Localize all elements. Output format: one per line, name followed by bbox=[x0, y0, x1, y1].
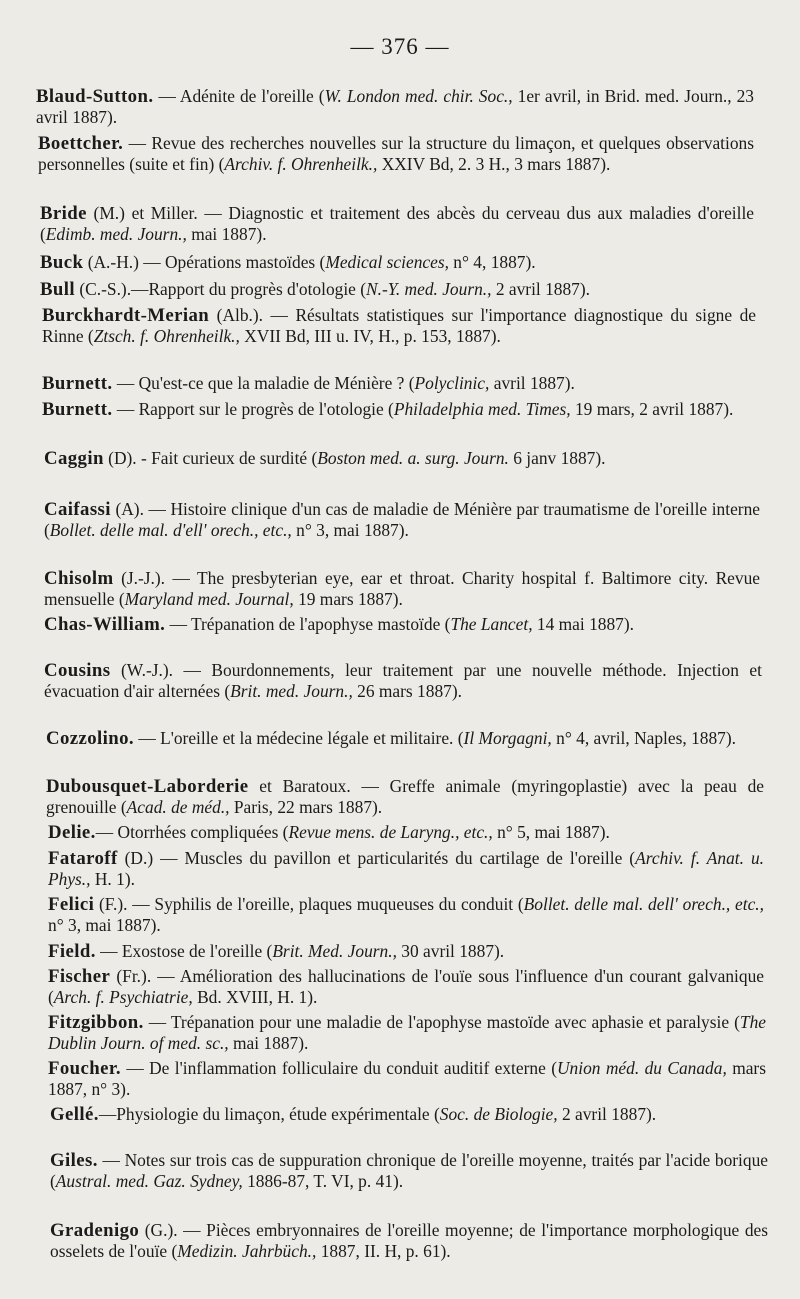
entry-text: (C.-S.).—Rapport du progrès d'otologie ( bbox=[75, 279, 367, 299]
entry-text: n° 5, mai 1887). bbox=[492, 822, 610, 842]
page-number: — 376 — bbox=[350, 34, 450, 59]
entry-author: Fitzgibbon. bbox=[48, 1012, 144, 1033]
entry-text: — Rapport sur le progrès de l'otologie ( bbox=[112, 399, 394, 419]
bibliography-entry bbox=[44, 660, 762, 701]
entry-text: H. 1). bbox=[90, 869, 135, 889]
entry-text: mars 1887, n° 3). bbox=[48, 1058, 766, 1099]
entry-text: Paris, 22 mars 1887). bbox=[229, 797, 383, 817]
entry-text: — De l'inflammation folliculaire du conduit auditif externe ( bbox=[120, 1058, 557, 1078]
bibliography-entry bbox=[48, 1012, 766, 1053]
entry-text: — Trépanation de l'apophyse mastoïde ( bbox=[165, 614, 451, 634]
entry-text: 1886-87, T. VI, p. 41). bbox=[242, 1171, 404, 1191]
entry-text: — Qu'est-ce que la maladie de Ménière ? ( bbox=[112, 373, 415, 393]
entry-text: (G.). — Pièces embryonnaires de l'oreille moyenne; de l'importance morphologique des osselets de l'ouïe ( bbox=[50, 1220, 768, 1261]
entry-text: (Alb.). — Résultats statistiques sur l'importance diagnostique du signe de Rinne ( bbox=[42, 305, 756, 346]
entry-author: Felici bbox=[48, 894, 95, 915]
entry-text: (A). — Histoire clinique d'un cas de maladie de Ménière par traumatisme de l'oreille interne ( bbox=[44, 499, 760, 540]
bibliography-entry bbox=[48, 1058, 766, 1099]
entry-journal: Ztsch. f. Ohrenheilk., bbox=[93, 326, 240, 346]
entry-journal: Bollet. delle mal. dell' orech., etc., bbox=[523, 894, 764, 914]
bibliography-entry bbox=[46, 776, 764, 817]
bibliography-entry bbox=[48, 966, 764, 1007]
entry-journal: Austral. med. Gaz. Sydney, bbox=[55, 1171, 243, 1191]
entry-journal: The Lancet, bbox=[450, 614, 533, 634]
entry-journal: Archiv. f. Ohrenheilk., bbox=[224, 154, 378, 174]
entry-author: Dubousquet-Laborderie bbox=[46, 776, 249, 797]
entry-journal: Boston med. a. surg. Journ. bbox=[317, 448, 509, 468]
entry-journal: Union méd. du Canada, bbox=[557, 1058, 727, 1078]
entry-journal: Bollet. delle mal. d'ell' orech., etc., bbox=[49, 520, 292, 540]
entry-journal: Philadelphia med. Times, bbox=[393, 399, 571, 419]
bibliography-entry bbox=[48, 822, 764, 843]
entry-text: — Otorrhées compliquées ( bbox=[95, 822, 289, 842]
entry-author: Foucher. bbox=[48, 1058, 121, 1079]
bibliography-entry bbox=[50, 1104, 768, 1125]
entry-journal: Il Morgagni, bbox=[463, 728, 552, 748]
entry-author: Fischer bbox=[48, 966, 111, 987]
bibliography-entry bbox=[48, 894, 764, 935]
entry-journal: Soc. de Biologie, bbox=[439, 1104, 558, 1124]
entry-journal: Acad. de méd., bbox=[126, 797, 230, 817]
entry-text: 1887, II. H, p. 61). bbox=[316, 1241, 451, 1261]
entry-journal: Brit. med. Journ., bbox=[230, 681, 353, 701]
entry-author: Burnett. bbox=[42, 373, 113, 394]
entry-author: Blaud-Sutton. bbox=[36, 86, 154, 107]
entry-text: (Fr.). — Amélioration des hallucinations de l'ouïe sous l'influence d'un courant galvanique ( bbox=[48, 966, 764, 1007]
bibliography-entry bbox=[44, 614, 760, 635]
entry-text: (W.-J.). — Bourdonnements, leur traitement par une nouvelle méthode. Injection et évacuation d'air alternées ( bbox=[44, 660, 762, 701]
entry-author: Bride bbox=[40, 203, 87, 224]
entry-text: 14 mai 1887). bbox=[532, 614, 634, 634]
entry-text: —Physiologie du limaçon, étude expérimentale ( bbox=[98, 1104, 440, 1124]
bibliography-entry bbox=[44, 448, 758, 469]
entry-journal: Medizin. Jahrbüch., bbox=[177, 1241, 317, 1261]
entry-text: Bd. XVIII, H. 1). bbox=[192, 987, 318, 1007]
entry-text: n° 3, mai 1887). bbox=[291, 520, 409, 540]
entry-text: — Notes sur trois cas de suppuration chronique de l'oreille moyenne, traités par l'acide borique ( bbox=[50, 1150, 768, 1191]
entry-author: Gellé. bbox=[50, 1104, 99, 1125]
entry-journal: Arch. f. Psychiatrie, bbox=[53, 987, 193, 1007]
entry-text: (M.) et Miller. — Diagnostic et traitement des abcès du cerveau dus aux maladies d'oreille ( bbox=[40, 203, 754, 244]
bibliography-entry bbox=[42, 373, 756, 394]
entry-author: Burnett. bbox=[42, 399, 113, 420]
entry-text: XXIV Bd, 2. 3 H., 3 mars 1887). bbox=[377, 154, 611, 174]
entry-journal: W. London med. chir. Soc., bbox=[324, 86, 513, 106]
entry-author: Chas-William. bbox=[44, 614, 166, 635]
entry-author: Fataroff bbox=[48, 848, 118, 869]
bibliography-entry bbox=[42, 305, 756, 346]
entry-journal: Polyclinic, bbox=[414, 373, 490, 393]
entry-text: 1er avril, in Brid. med. Journ., 23 avril 1887). bbox=[36, 86, 754, 127]
bibliography-entry bbox=[38, 133, 754, 174]
entry-text: — Adénite de l'oreille ( bbox=[153, 86, 325, 106]
entry-author: Caggin bbox=[44, 448, 104, 469]
entry-text: 2 avril 1887). bbox=[491, 279, 591, 299]
bibliography-entry bbox=[42, 399, 758, 420]
entry-journal: Edimb. med. Journ., bbox=[45, 224, 187, 244]
entry-journal: The Dublin Journ. of med. sc., bbox=[48, 1012, 766, 1053]
entry-author: Delie. bbox=[48, 822, 96, 843]
entry-text: 26 mars 1887). bbox=[352, 681, 462, 701]
entry-journal: Archiv. f. Anat. u. Phys., bbox=[48, 848, 765, 889]
entry-text: mai 1887). bbox=[228, 1033, 309, 1053]
entry-text: 6 janv 1887). bbox=[508, 448, 606, 468]
entry-text: — Exostose de l'oreille ( bbox=[95, 941, 273, 961]
entry-text: n° 4, avril, Naples, 1887). bbox=[551, 728, 736, 748]
bibliography-entry bbox=[48, 848, 764, 889]
entry-text: (F.). — Syphilis de l'oreille, plaques muqueuses du conduit ( bbox=[94, 894, 524, 914]
entry-author: Bull bbox=[40, 279, 76, 300]
entry-author: Cousins bbox=[44, 660, 111, 681]
entry-text: (D.) — Muscles du pavillon et particularités du cartilage de l'oreille ( bbox=[117, 848, 636, 868]
entry-text: 19 mars, 2 avril 1887). bbox=[570, 399, 734, 419]
entry-author: Giles. bbox=[50, 1150, 98, 1171]
entry-journal: Revue mens. de Laryng., etc., bbox=[288, 822, 493, 842]
entry-text: n° 3, mai 1887). bbox=[48, 915, 161, 935]
entry-author: Chisolm bbox=[44, 568, 114, 589]
bibliography-entry bbox=[40, 279, 754, 300]
entry-text: — Revue des recherches nouvelles sur la structure du limaçon, et quelques observations personnelles (suite et fin) ( bbox=[38, 133, 754, 174]
bibliography-entry bbox=[50, 1150, 768, 1191]
entry-text: 19 mars 1887). bbox=[293, 589, 403, 609]
entry-text: XVII Bd, III u. IV, H., p. 153, 1887). bbox=[239, 326, 501, 346]
entry-text: — Trépanation pour une maladie de l'apophyse mastoïde avec aphasie et paralysie ( bbox=[143, 1012, 740, 1032]
entry-text: — L'oreille et la médecine légale et militaire. ( bbox=[133, 728, 464, 748]
entry-author: Gradenigo bbox=[50, 1220, 140, 1241]
bibliography-entry bbox=[50, 1220, 768, 1261]
entry-text: 2 avril 1887). bbox=[557, 1104, 657, 1124]
entry-author: Cozzolino. bbox=[46, 728, 134, 749]
entry-text: (A.-H.) — Opérations mastoïdes ( bbox=[83, 252, 326, 272]
entry-text: et Baratoux. — Greffe animale (myringoplastie) avec la peau de grenouille ( bbox=[46, 776, 764, 817]
entry-author: Boettcher. bbox=[38, 133, 124, 154]
bibliography-entry bbox=[44, 568, 760, 609]
entry-journal: Medical sciences, bbox=[325, 252, 449, 272]
entry-author: Buck bbox=[40, 252, 84, 273]
entry-text: 30 avril 1887). bbox=[396, 941, 505, 961]
entry-text: avril 1887). bbox=[489, 373, 575, 393]
entry-text: mai 1887). bbox=[186, 224, 267, 244]
bibliography-entry bbox=[46, 728, 762, 749]
bibliography-entry bbox=[48, 941, 764, 962]
bibliography-entry bbox=[40, 252, 754, 273]
entry-journal: Brit. Med. Journ., bbox=[272, 941, 397, 961]
entry-author: Caifassi bbox=[44, 499, 111, 520]
entry-author: Burckhardt-Merian bbox=[42, 305, 210, 326]
entry-author: Field. bbox=[48, 941, 96, 962]
bibliography-entry bbox=[40, 203, 754, 244]
entry-journal: N.-Y. med. Journ., bbox=[366, 279, 492, 299]
entry-text: (J.-J.). — The presbyterian eye, ear et throat. Charity hospital f. Baltimore city. Revue mensuelle ( bbox=[44, 568, 760, 609]
entry-text: n° 4, 1887). bbox=[448, 252, 536, 272]
bibliography-entry bbox=[36, 86, 754, 127]
entry-text: (D). - Fait curieux de surdité ( bbox=[103, 448, 318, 468]
bibliography-entry bbox=[44, 499, 760, 540]
entry-journal: Maryland med. Journal, bbox=[124, 589, 294, 609]
